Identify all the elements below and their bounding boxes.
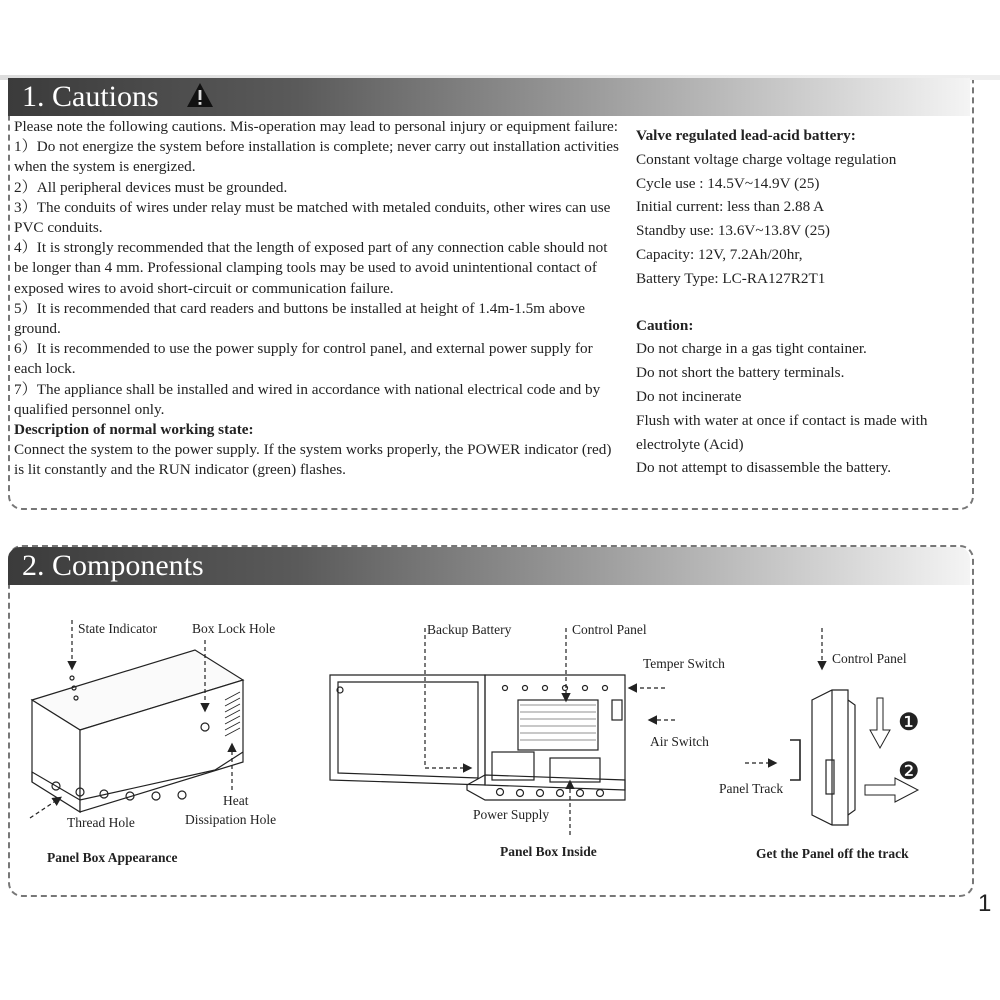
battery-caution-line: Do not incinerate [636,387,742,405]
control-panel-label: Control Panel [572,622,647,637]
caution-item-7: 7）The appliance shall be installed and wired in accordance with national electrical code and by qualified personnel only. [14,380,601,418]
step-2-icon: ❷ [898,759,920,785]
dissipation-hole-label: Dissipation Hole [185,812,277,827]
caution-item-5: 5）It is recommended that card readers and buttons be installed at height of 1.4m-1.5m above ground. [14,299,586,338]
components-title: 2. Components [22,549,204,582]
caution-item-2: 2）All peripheral devices must be grounded. [14,178,288,196]
battery-line: Standby use: 13.6V~13.8V (25) [636,222,830,240]
inside-caption: Panel Box Inside [500,844,597,859]
battery-line: Cycle use : 14.5V~14.9V (25) [636,174,820,192]
step-1-icon: ❶ [898,710,920,736]
battery-caution-line: Flush with water at once if contact is made with electrolyte (Acid) [636,411,928,453]
battery-heading: Valve regulated lead-acid battery: [636,127,856,144]
track-caption: Get the Panel off the track [756,846,909,861]
battery-caution-heading: Caution: [636,316,694,334]
caution-intro: Please note the following cautions. Mis-operation may lead to personal injury or equipment failure: [14,118,618,135]
panel-track-label: Panel Track [719,781,784,796]
box-lock-hole-label: Box Lock Hole [192,621,276,636]
battery-line: Battery Type: LC-RA127R2T1 [636,269,826,287]
battery-caution-line: Do not short the battery terminals. [636,364,845,382]
caution-item-3: 3）The conduits of wires under relay must be matched with metaled conduits, other wires can use PVC conduits. [14,198,611,237]
appearance-caption: Panel Box Appearance [47,850,178,865]
panel-box-inside-drawing [330,628,675,835]
caution-item-4: 4）It is strongly recommended that the length of exposed part of any connection cable should not be longer than 4 mm. Professional clamping tools may be used to avoid unintentional contact of exposed wires to avoid short-circuit or communication failure. [14,239,608,297]
normal-state-heading: Description of normal working state: [14,421,254,439]
cautions-title: 1. Cautions [22,80,159,113]
battery-line: Constant voltage charge voltage regulation [636,150,897,168]
air-switch-label: Air Switch [650,734,709,749]
battery-line: Initial current: less than 2.88 A [636,198,825,216]
normal-state-text: Connect the system to the power supply. If the system works properly, the POWER indicator (red) is lit constantly and the RUN indicator (green) flashes. [14,441,612,479]
control-panel-track-label: Control Panel [832,651,907,666]
battery-caution-line: Do not charge in a gas tight container. [636,340,867,358]
power-supply-label: Power Supply [473,807,550,822]
state-indicator-label: State Indicator [78,621,158,636]
battery-line: Capacity: 12V, 7.2Ah/20hr, [636,245,803,263]
caution-item-6: 6）It is recommended to use the power supply for control panel, and external power supply for each lock. [14,340,593,378]
caution-item-1: 1）Do not energize the system before installation is complete; never carry out installation activities when the system is energized. [14,138,619,176]
page-number: 1 [978,890,992,917]
temper-switch-label: Temper Switch [643,656,725,671]
panel-box-appearance-drawing [30,620,243,818]
backup-battery-label: Backup Battery [427,622,512,637]
heat-label: Heat [223,793,249,808]
thread-hole-label: Thread Hole [67,815,135,830]
battery-caution-line: Do not attempt to disassemble the battery. [636,459,892,477]
